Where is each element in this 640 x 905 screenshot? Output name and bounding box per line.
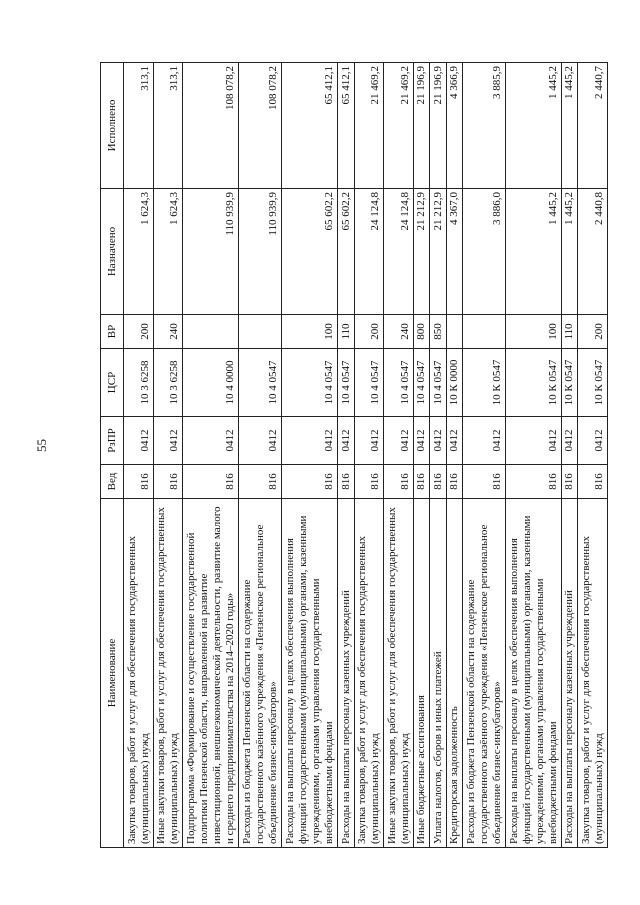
- cell-executed: 21 196,9: [430, 63, 446, 189]
- cell-assigned: 1 445,2: [561, 189, 577, 315]
- cell-expense-type: 110: [561, 315, 577, 349]
- cell-section: 0412: [561, 417, 577, 465]
- cell-executed: 1 445,2: [505, 63, 561, 189]
- table-row: [446, 63, 462, 848]
- cell-section: 0412: [282, 417, 338, 465]
- rotated-table-container: [100, 63, 608, 848]
- cell-target-article: 10 4 0547: [338, 349, 354, 417]
- table-row: [430, 63, 446, 848]
- table-row: [354, 63, 384, 848]
- cell-executed: 21 469,2: [354, 63, 384, 189]
- cell-department: 816: [183, 465, 239, 499]
- cell-target-article: 10 К 0547: [505, 349, 561, 417]
- cell-expense-type: 240: [384, 315, 414, 349]
- cell-expense-type: 850: [430, 315, 446, 349]
- header-target-article: ЦСР: [101, 349, 124, 417]
- budget-table: [100, 62, 608, 848]
- table-header-row: [101, 63, 124, 848]
- cell-name: Расходы на выплаты персоналу в целях обеспечения выполнения функций государственными (муниципальными) органами, казенными учреждениями, органами управления государственными внебюджетными фондами: [282, 499, 338, 848]
- cell-department: 816: [462, 465, 505, 499]
- cell-expense-type: 200: [578, 315, 608, 349]
- page-number: 55: [34, 439, 49, 452]
- table-row: [384, 63, 414, 848]
- cell-expense-type: 100: [282, 315, 338, 349]
- table-row: [338, 63, 354, 848]
- cell-section: 0412: [430, 417, 446, 465]
- cell-executed: 108 078,2: [239, 63, 282, 189]
- cell-department: 816: [430, 465, 446, 499]
- cell-name: Подпрограмма «Формирование и осуществление государственной политики Пензенской области, направленной на развитие инвестиционной, внешнеэкономической деятельности, развитие малого и среднего предпринимательства на 2014–2020 годы»: [183, 499, 239, 848]
- cell-expense-type: [239, 315, 282, 349]
- cell-name: Расходы на выплаты персоналу казенных учреждений: [338, 499, 354, 848]
- cell-target-article: 10 К 0547: [561, 349, 577, 417]
- cell-department: 816: [338, 465, 354, 499]
- cell-assigned: 3 886,0: [462, 189, 505, 315]
- cell-assigned: 65 602,2: [338, 189, 354, 315]
- cell-section: 0412: [413, 417, 429, 465]
- cell-assigned: 2 440,8: [578, 189, 608, 315]
- cell-assigned: 110 939,9: [239, 189, 282, 315]
- cell-target-article: 10 4 0547: [282, 349, 338, 417]
- cell-department: 816: [153, 465, 183, 499]
- cell-assigned: 21 212,9: [413, 189, 429, 315]
- cell-name: Иные бюджетные ассигнования: [413, 499, 429, 848]
- cell-name: Иные закупки товаров, работ и услуг для обеспечения государственных (муниципальных) нужд: [384, 499, 414, 848]
- cell-target-article: 10 4 0000: [183, 349, 239, 417]
- table-row: [462, 63, 505, 848]
- cell-assigned: 1 624,3: [153, 189, 183, 315]
- cell-assigned: 21 212,9: [430, 189, 446, 315]
- cell-executed: 1 445,2: [561, 63, 577, 189]
- cell-expense-type: [462, 315, 505, 349]
- cell-executed: 65 412,1: [338, 63, 354, 189]
- cell-assigned: 4 367,0: [446, 189, 462, 315]
- cell-department: 816: [505, 465, 561, 499]
- cell-executed: 21 196,9: [413, 63, 429, 189]
- cell-target-article: 10 4 0547: [430, 349, 446, 417]
- cell-department: 816: [446, 465, 462, 499]
- cell-name: Кредиторская задолженность: [446, 499, 462, 848]
- cell-executed: 313,1: [153, 63, 183, 189]
- cell-executed: 21 469,2: [384, 63, 414, 189]
- cell-department: 816: [282, 465, 338, 499]
- table-row: [561, 63, 577, 848]
- cell-name: Расходы из бюджета Пензенской области на содержание государственного казённого учреждения «Пензенское региональное объединение бизнес-инкубаторов»: [462, 499, 505, 848]
- cell-target-article: 10 К 0000: [446, 349, 462, 417]
- cell-department: 816: [239, 465, 282, 499]
- cell-department: 816: [561, 465, 577, 499]
- cell-department: 816: [413, 465, 429, 499]
- cell-expense-type: 240: [153, 315, 183, 349]
- header-assigned: Назначено: [101, 189, 124, 315]
- cell-expense-type: 110: [338, 315, 354, 349]
- cell-target-article: 10 К 0547: [462, 349, 505, 417]
- cell-expense-type: [183, 315, 239, 349]
- cell-name: Закупка товаров, работ и услуг для обеспечения государственных (муниципальных) нужд: [578, 499, 608, 848]
- cell-executed: 4 366,9: [446, 63, 462, 189]
- cell-department: 816: [354, 465, 384, 499]
- cell-target-article: 10 4 0547: [354, 349, 384, 417]
- cell-name: Расходы из бюджета Пензенской области на содержание государственного казённого учреждения «Пензенское региональное объединение бизнес-инкубаторов»: [239, 499, 282, 848]
- cell-expense-type: 800: [413, 315, 429, 349]
- cell-section: 0412: [354, 417, 384, 465]
- header-section: РзПР: [101, 417, 124, 465]
- cell-assigned: 1 445,2: [505, 189, 561, 315]
- cell-name: Расходы на выплаты персоналу в целях обеспечения выполнения функций государственными (муниципальными) органами, казенными учреждениями, органами управления государственными внебюджетными фондами: [505, 499, 561, 848]
- cell-section: 0412: [153, 417, 183, 465]
- cell-section: 0412: [578, 417, 608, 465]
- cell-expense-type: 100: [505, 315, 561, 349]
- cell-target-article: 10 3 6258: [153, 349, 183, 417]
- cell-assigned: 110 939,9: [183, 189, 239, 315]
- cell-assigned: 1 624,3: [124, 189, 154, 315]
- cell-department: 816: [384, 465, 414, 499]
- cell-department: 816: [124, 465, 154, 499]
- cell-expense-type: 200: [354, 315, 384, 349]
- table-row: [153, 63, 183, 848]
- cell-section: 0412: [446, 417, 462, 465]
- table-body: [124, 63, 608, 848]
- cell-section: 0412: [384, 417, 414, 465]
- table-row: [124, 63, 154, 848]
- table-row: [505, 63, 561, 848]
- cell-assigned: 24 124,8: [354, 189, 384, 315]
- cell-section: 0412: [505, 417, 561, 465]
- cell-executed: 65 412,1: [282, 63, 338, 189]
- header-expense-type: ВР: [101, 315, 124, 349]
- cell-target-article: 10 3 6258: [124, 349, 154, 417]
- cell-expense-type: 200: [124, 315, 154, 349]
- cell-name: Уплата налогов, сборов и иных платежей: [430, 499, 446, 848]
- cell-assigned: 24 124,8: [384, 189, 414, 315]
- cell-name: Закупка товаров, работ и услуг для обеспечения государственных (муниципальных) нужд: [354, 499, 384, 848]
- cell-executed: 108 078,2: [183, 63, 239, 189]
- table-row: [239, 63, 282, 848]
- table-row: [183, 63, 239, 848]
- cell-department: 816: [578, 465, 608, 499]
- cell-section: 0412: [183, 417, 239, 465]
- cell-assigned: 65 602,2: [282, 189, 338, 315]
- cell-section: 0412: [124, 417, 154, 465]
- header-name: Наименование: [101, 499, 124, 848]
- cell-name: Иные закупки товаров, работ и услуг для обеспечения государственных (муниципальных) нужд: [153, 499, 183, 848]
- cell-target-article: 10 4 0547: [384, 349, 414, 417]
- cell-expense-type: [446, 315, 462, 349]
- header-department: Вед: [101, 465, 124, 499]
- cell-target-article: 10 4 0547: [413, 349, 429, 417]
- cell-executed: 3 885,9: [462, 63, 505, 189]
- header-executed: Исполнено: [101, 63, 124, 189]
- cell-section: 0412: [462, 417, 505, 465]
- table-row: [413, 63, 429, 848]
- cell-target-article: 10 К 0547: [578, 349, 608, 417]
- table-row: [282, 63, 338, 848]
- cell-name: Закупка товаров, работ и услуг для обеспечения государственных (муниципальных) нужд: [124, 499, 154, 848]
- cell-name: Расходы на выплаты персоналу казенных учреждений: [561, 499, 577, 848]
- cell-executed: 313,1: [124, 63, 154, 189]
- table-row: [578, 63, 608, 848]
- cell-executed: 2 440,7: [578, 63, 608, 189]
- cell-section: 0412: [239, 417, 282, 465]
- cell-target-article: 10 4 0547: [239, 349, 282, 417]
- cell-section: 0412: [338, 417, 354, 465]
